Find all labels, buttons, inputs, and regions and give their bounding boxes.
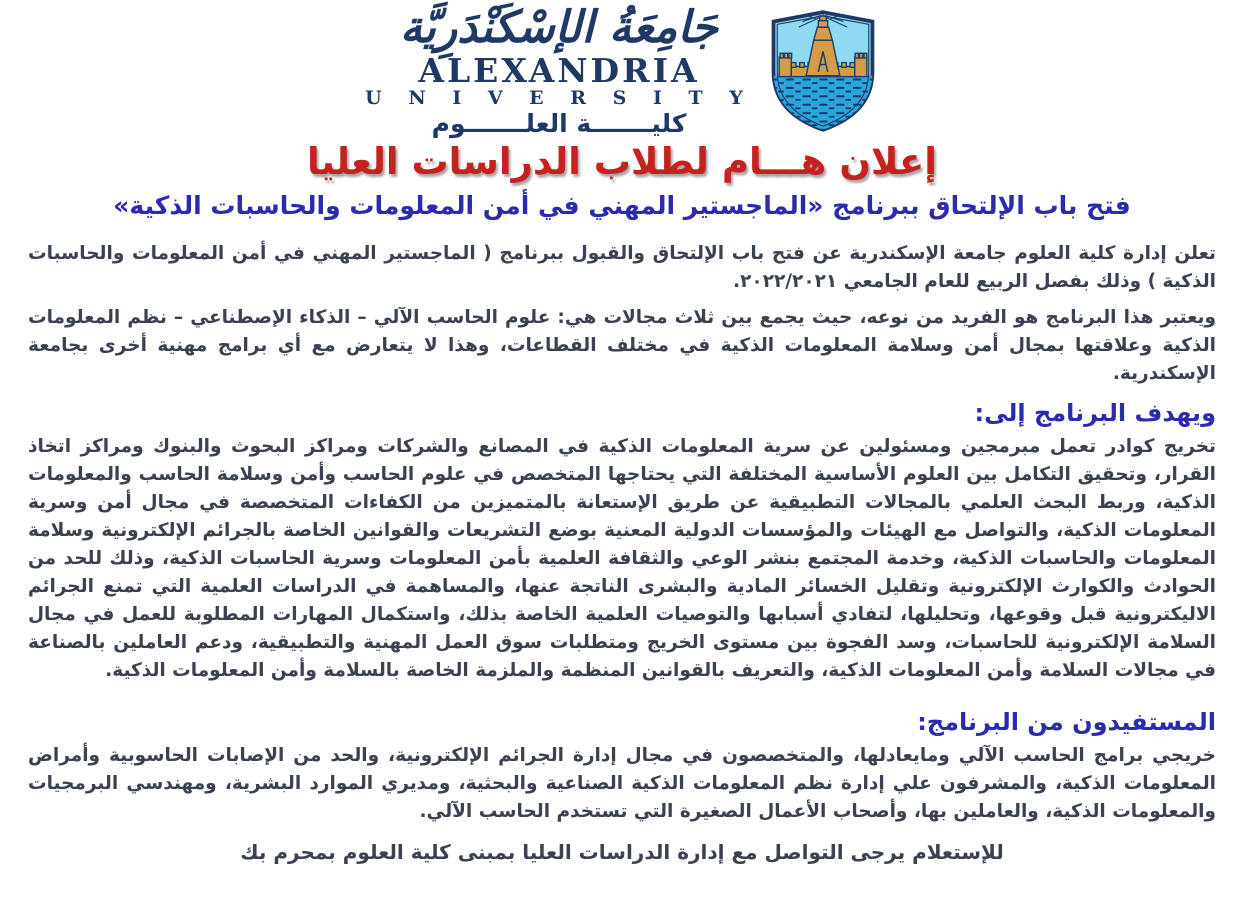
university-wordmark-latin: U N I V E R S I T Y xyxy=(365,87,753,109)
faculty-of-science-label: كليـــــــة العلـــــــوم xyxy=(431,109,687,138)
alexandria-wordmark: ALEXANDRIA xyxy=(418,51,700,90)
beneficiaries-section-heading: المستفيدون من البرنامج: xyxy=(917,707,1216,736)
university-wordmark xyxy=(365,2,753,138)
university-header xyxy=(28,4,1216,138)
goals-paragraph: تخريج كوادر تعمل مبرمجين ومسئولين عن سرية المعلومات الذكية في المصانع والشركات ومراكز البحوث والبنوك ومراكز اتخاذ القرار، وتحقيق التكامل بين العلوم الأساسية المختلفة التي يحتاجها المتخصص في علوم الحاسب وأمن وسلامة الحاسب والمعلومات الذكية، وربط البحث العلمي بالمجالات التطبيقية عن طريق الإستعانة بالمتميزين من الكفاءات المتخصصة في مجال أمن وسرية المعلومات الذكية، والتواصل مع الهيئات والمؤسسات الدولية المعنية بوضع التشريعات والقوانين الخاصة بالجرائم الإلكترونية وسلامة المعلومات والحاسبات الذكية، وخدمة المجتمع بنشر الوعي والثقافة العلمية بأمن المعلومات وسرية الحاسبات الذكية، وذلك للحد من الحوادث والكوارث الإلكترونية وتقليل الخسائر المادية والبشرى الناتجة عنها، والمساهمة في الدراسات العلمية التي تمنع الجرائم الاليكترونية قبل وقوعها، وتحليلها، لتفادي أسبابها والتوصيات العلمية الخاصة بذلك، واستكمال المهارات المطلوبة للعمل في مجال السلامة الإلكترونية للحاسبات، وسد الفجوة بين مستوى الخريج ومتطلبات سوق العمل المهنية والتطبيقية، ودعم العاملين بالصناعة في مجالات السلامة وأمن المعلومات الذكية، والتعريف بالقوانين المنظمة والملزمة الخاصة بالسلامة وأمن المعلومات الذكية. xyxy=(28,435,1216,682)
alexandria-lighthouse-shield-icon xyxy=(767,7,879,135)
program-subtitle: فتح باب الإلتحاق ببرنامج «الماجستير المهني في أمن المعلومات والحاسبات الذكية» xyxy=(113,191,1131,220)
intro-paragraph-2: ويعتبر هذا البرنامج هو الفريد من نوعه، حيث يجمع بين ثلاث مجالات هي: علوم الحاسب الآلي – الذكاء الإصطناعي – نظم المعلومات الذكية وعلاقتها بمجال أمن وسلامة المعلومات الذكية في مختلف القطاعات، وهذا لا يتعارض مع أي برامج مهنية أخرى بجامعة الإسكندرية. xyxy=(28,307,1216,385)
university-name-calligraphy: جَامِعَةُ الإسْكَنْدَرِيَّة xyxy=(400,2,718,53)
announcement-title: إعلان هـــام لطلاب الدراسات العليا xyxy=(307,140,937,183)
intro-paragraph-1: تعلن إدارة كلية العلوم جامعة الإسكندرية عن فتح باب الإلتحاق والقبول ببرنامج ( الماجستير المهني في أمن المعلومات والحاسبات الذكية ) وذلك بفصل الربيع للعام الجامعي ٢٠٢٢/٢٠٢١. xyxy=(28,243,1216,293)
beneficiaries-paragraph: خريجي برامج الحاسب الآلي ومايعادلها، والمتخصصون في مجال إدارة الجرائم الإلكترونية، والحد من الإصابات الحاسوبية وأمراض المعلومات الذكية، والمشرفون علي إدارة نظم المعلومات الذكية الصناعية والبحثية، ومديري الموارد البشرية، ومهندسي البرمجيات والمعلومات الذكية، والعاملين بها، وأصحاب الأعمال الصغيرة التي تستخدم الحاسب الآلي. xyxy=(28,744,1216,822)
contact-footer: للإستعلام يرجى التواصل مع إدارة الدراسات العليا بمبنى كلية العلوم بمحرم بك xyxy=(240,839,1004,864)
goals-section-heading: ويهدف البرنامج إلى: xyxy=(974,398,1216,427)
